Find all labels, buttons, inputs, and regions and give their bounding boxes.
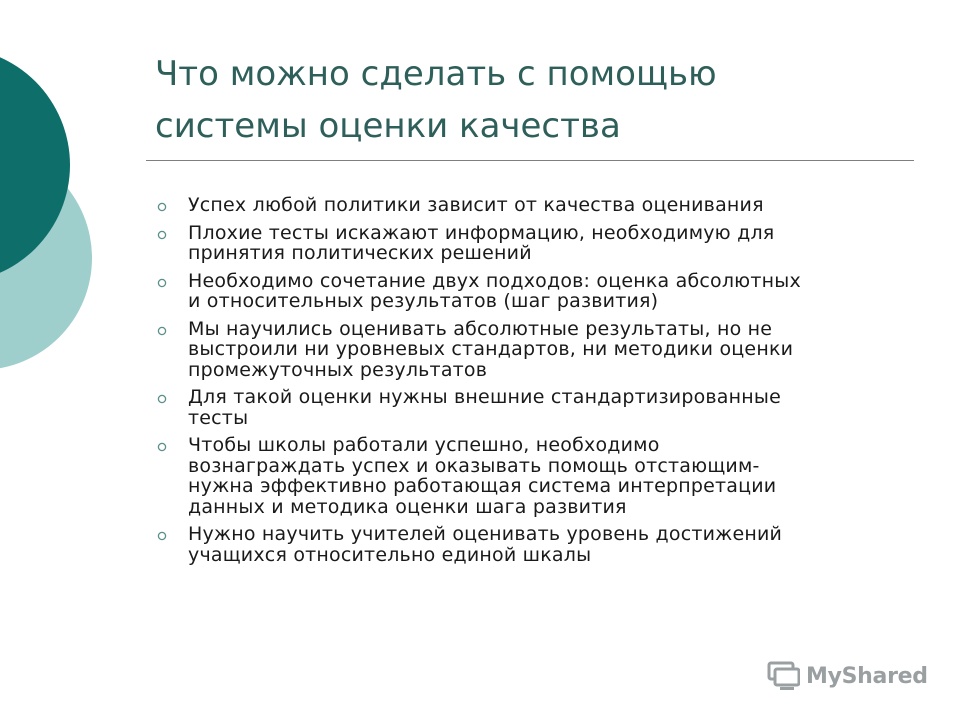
title-divider — [146, 160, 914, 161]
ring-bullet-icon — [150, 195, 188, 215]
ring-bullet-icon — [150, 223, 188, 243]
bullet-text: Нужно научить учителей оценивать уровень достижений учащихся относительно единой шкалы — [188, 523, 783, 566]
bullet-text: Необходимо сочетание двух подходов: оценка абсолютных и относительных результатов (шаг развития) — [188, 269, 801, 312]
list-item — [150, 223, 920, 264]
list-item — [150, 271, 920, 312]
list-item — [150, 524, 920, 565]
list-item — [150, 195, 920, 216]
title-line-2: системы оценки качества — [155, 106, 621, 146]
list-item — [150, 435, 920, 517]
ring-bullet-icon — [150, 271, 188, 291]
bullet-list — [150, 195, 920, 572]
ring-bullet-icon — [150, 435, 188, 455]
myshared-logo-icon — [766, 660, 800, 692]
title-line-1: Что можно сделать с помощью — [155, 54, 717, 94]
bullet-text: Чтобы школы работали успешно, необходимо вознаграждать успех и оказывать помощь отстающим- нужна эффективно работающая система интерпретации данных и методика оценки шага развития — [188, 434, 777, 518]
myshared-watermark — [766, 656, 928, 696]
list-item — [150, 319, 920, 381]
list-item — [150, 387, 920, 428]
bullet-text: Плохие тесты искажают информацию, необходимую для принятия политических решений — [188, 221, 775, 264]
ring-bullet-icon — [150, 524, 188, 544]
bullet-text: Мы научились оценивать абсолютные результаты, но не выстроили ни уровневых стандартов, ни методики оценки промежуточных результатов — [188, 317, 794, 381]
ring-bullet-icon — [150, 319, 188, 339]
ring-bullet-icon — [150, 387, 188, 407]
bullet-text: Успех любой политики зависит от качества оценивания — [188, 194, 764, 216]
watermark-text: MyShared — [806, 663, 928, 689]
slide-title — [155, 48, 915, 152]
bullet-text: Для такой оценки нужны внешние стандартизированные тесты — [188, 386, 781, 429]
